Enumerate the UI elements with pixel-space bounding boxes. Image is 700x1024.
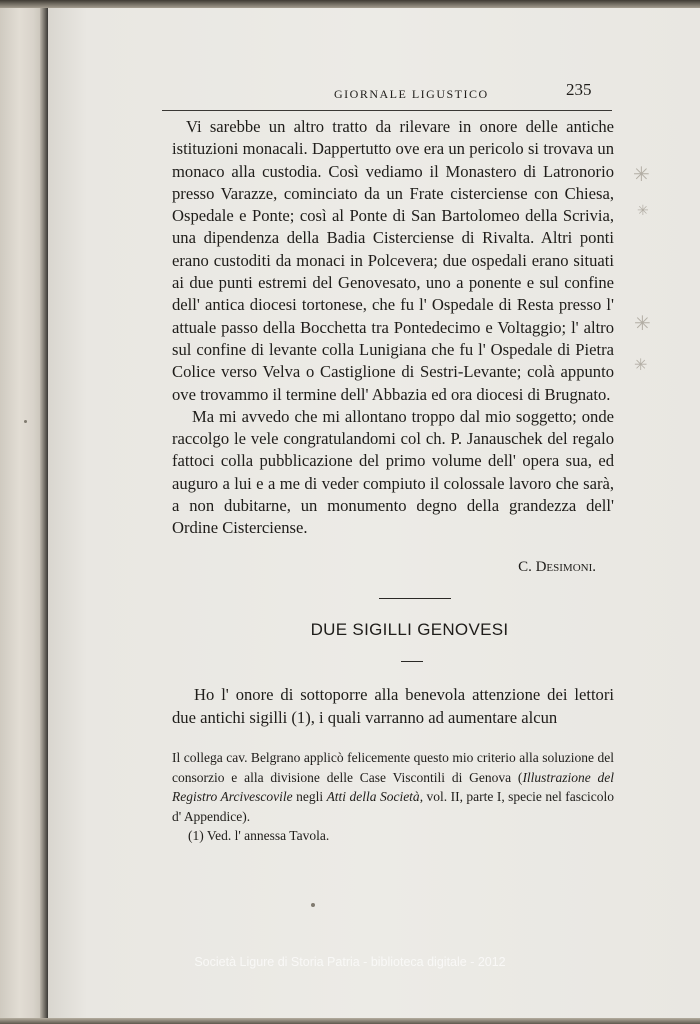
section-opening [172,683,614,729]
paragraph-2: Ma mi avvedo che mi allontano troppo dal mio soggetto; onde raccolgo le vele congratulandomi col ch. P. Janauschek del regalo fattoci colla pubblicazione del primo volume dell' opera sua, ed auguro a lui e a me di veder compiuto il colossale lavoro che sarà, a non dubitarne, un monumento degno della grandezza dell' Ordine Cisterciense. [172,406,614,538]
paragraph-1: Vi sarebbe un altro tratto da rilevare in onore delle antiche istituzioni monacali. Dappertutto ove era un pericolo si trovava un monaco alla custodia. Così vediamo il Monastero di Latronorio presso Varazze, cominciato da un Frate cisterciense con Chiesa, Ospedale e Ponte; così al Ponte di San Bartolomeo della Scrivia, una dipendenza della Badia Cisterciense di Rivalta. Altri ponti erano custoditi da monaci in Polcevera; due ospedali erano situati ai due punti estremi del Genovesato, uno a ponente e sul confine dell' antica diocesi tortonese, che fu l' Ospedale di Resta presso l' attuale passo della Bocchetta tra Pontedecimo e Voltaggio; l' altro sul confine di levante colla Lunigiana che fu l' Ospedale di Pietra Colice verso Velva o Castiglione di Sestri-Levante; colà appunto ove trovammo il termine dell' Abbazia ed ora diocesi di Brugnato. [172,117,614,404]
page-top-edge [0,0,700,8]
article-body [172,116,614,540]
paper-speck [311,903,315,907]
section-separator [379,598,451,599]
running-head: GIORNALE LIGUSTICO [334,87,489,101]
footnotes [172,748,614,846]
page-gutter [40,0,48,1024]
margin-mark-4: ✳ [634,357,648,374]
section-title: DUE SIGILLI GENOVESI [310,620,509,639]
continued-note-mid: negli [292,789,327,804]
continued-note-italic-title: Illustrazione del Registro Arcivescovile [172,769,614,804]
library-watermark: Società Ligure di Storia Patria - biblioteca digitale - 2012 [194,955,506,969]
page-number: 235 [566,80,592,99]
author-signature: C. Desimoni. [518,559,596,575]
paper-speck [24,420,27,423]
continued-note-italic-series: Atti della Società [326,789,420,804]
margin-mark-1: ✳ [633,164,650,186]
section-opening-text: Ho l' onore di sottoporre alla benevola attenzione dei lettori due antichi sigilli (1), i quali varranno ad aumentare alcun [172,685,614,727]
title-dash [401,661,423,662]
continued-note-end: , vol. II, parte I, specie nel fascicolo d' Appendice). [172,789,614,824]
continued-note [172,748,614,826]
footnote-1: (1) Ved. l' annessa Tavola. [188,828,330,843]
continued-note-text: Il collega cav. Belgrano applicò felicemente questo mio criterio alla soluzione del consorzio e alla divisione delle Case Viscontili di Genova ( [172,750,614,785]
page-bottom-edge [0,1018,700,1024]
margin-mark-3: ✳ [634,313,651,335]
header-rule [162,110,612,111]
margin-mark-2: ✳ [637,204,649,219]
